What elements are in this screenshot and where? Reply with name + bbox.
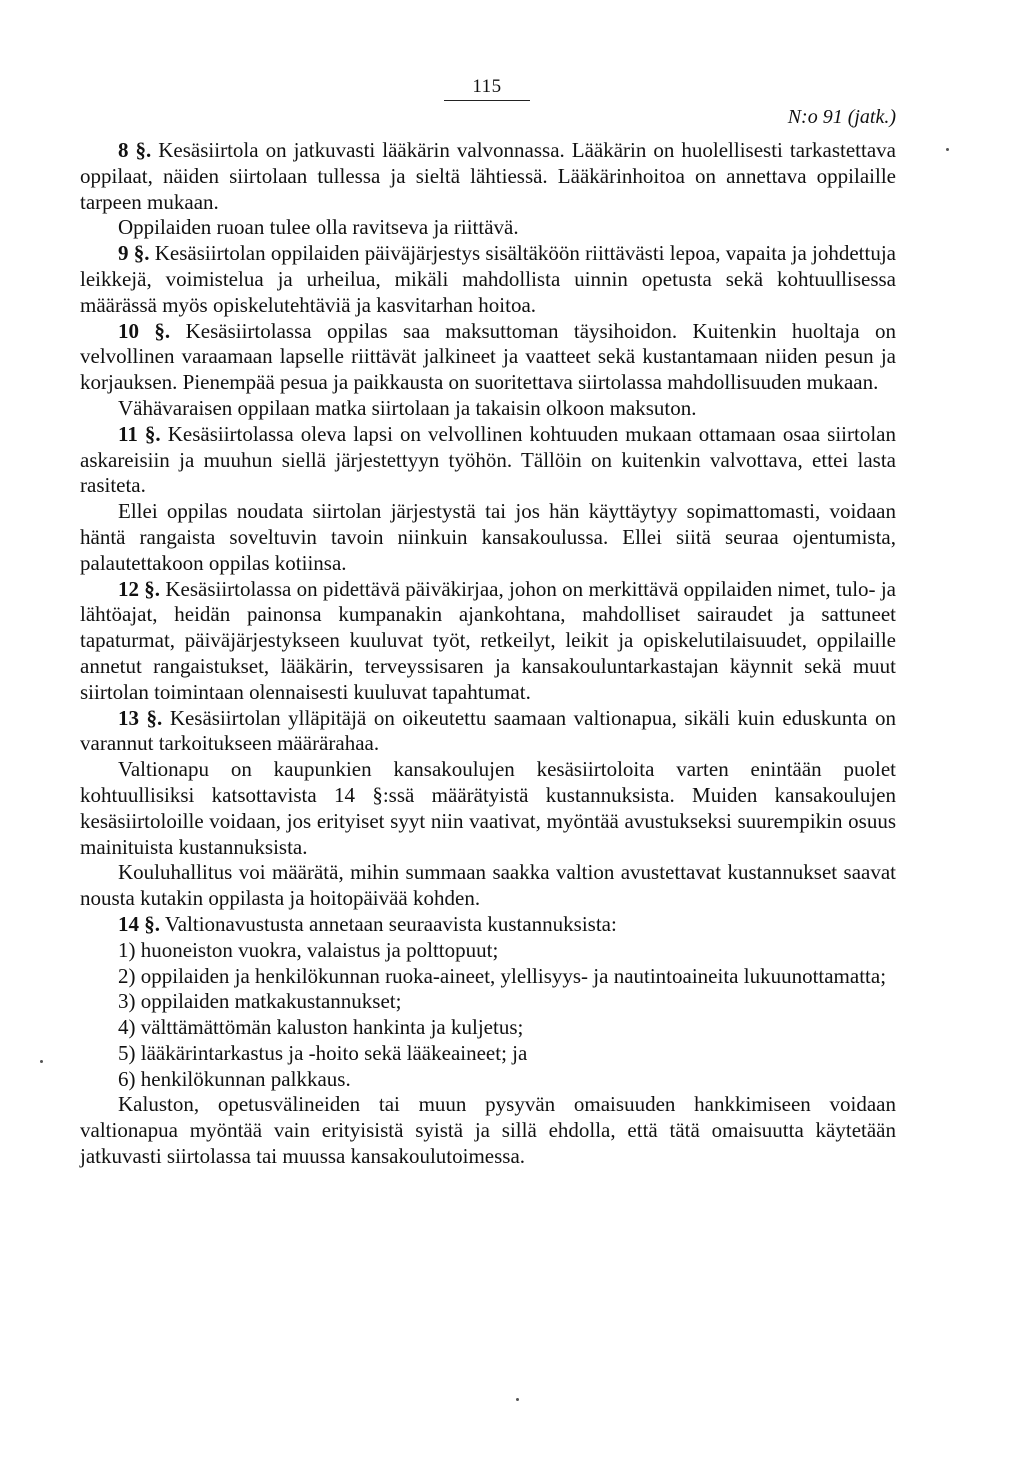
list-item [80,938,896,964]
list-item-text: 4) välttämättömän kaluston hankinta ja kuljetus; [118,1015,524,1040]
list-item-text: 1) huoneiston vuokra, valaistus ja polttopuut; [118,937,499,962]
paragraph-8 [80,138,896,215]
list-item-text: 3) oppilaiden matkakustannukset; [118,989,402,1014]
section-number: 11 §. [118,421,161,446]
paragraph-text: Kesäsiirtola on jatkuvasti lääkärin valvonnassa. Lääkärin on huolellisesti tarkastettava oppilaat, näiden siirtolaan tullessa ja sieltä lähtiessä. Lääkärinhoitoa on annettava oppilaille tarpeen mukaan. [80,138,896,214]
paragraph-12 [80,577,896,706]
paragraph-text: Kaluston, opetusvälineiden tai muun pysyvän omaisuuden hankkimiseen voidaan valtionapua myöntää vain erityisistä syistä ja sillä ehdolla, että tätä omaisuutta käytetään jatkuvasti siirtolassa tai muussa kansakoulutoimessa. [80,1092,896,1169]
list-item [80,1067,896,1093]
paragraph-text: Ellei oppilas noudata siirtolan järjestystä tai jos hän käyttäytyy sopimattomasti, voidaan häntä rangaista soveltuvin tavoin niinkuin kansakoulussa. Ellei siitä seuraa ojentumista, palautettakoon oppilas kotiinsa. [80,499,896,575]
body-text [80,138,896,1170]
scan-speck [946,148,949,151]
scan-speck [516,1398,519,1401]
paragraph-text: Valtionavustusta annetaan seuraavista kustannuksista: [160,911,617,936]
continuation-marker: N:o 91 (jatk.) [787,106,896,128]
section-number: 14 §. [118,911,160,936]
paragraph-10 [80,319,896,396]
paragraph-text: Kesäsiirtolassa oppilas saa maksuttoman täysihoidon. Kuitenkin huoltaja on velvollinen varaamaan lapselle riittävät jalkineet ja vaatteet sekä kustantamaan niiden pesun ja korjauksen. Pienempää pesua ja paikkausta on suoritettava siirtolassa mahdollisuuden mukaan. [80,318,896,395]
paragraph-text: Vähävaraisen oppilaan matka siirtolaan ja takaisin olkoon maksuton. [118,395,697,420]
paragraph-14-equipment [80,1092,896,1169]
paragraph-13 [80,706,896,758]
list-item-text: 6) henkilökunnan palkkaus. [118,1066,351,1091]
paragraph-text: Kesäsiirtolassa oleva lapsi on velvollinen kohtuuden mukaan ottamaan osaa siirtolan askareisiin ja muuhun siellä järjestettyyn työhön. Tällöin on kuitenkin valvottava, ettei lasta rasiteta. [80,421,897,498]
scan-speck [40,1060,43,1063]
page-number-rule [444,100,530,101]
paragraph-text: Oppilaiden ruoan tulee olla ravitseva ja riittävä. [118,215,519,240]
paragraph-9 [80,241,896,318]
paragraph-text: Kesäsiirtolan oppilaiden päiväjärjestys sisältäköön riittävästi lepoa, vapaita ja johdettuja leikkejä, voimistelua ja urheilua, mikäli mahdollista uinnin opetusta sekä kohtuullisessa määrässä myös opiskelutehtäviä ja kasvitarhan hoitoa. [80,241,896,317]
list-item [80,1015,896,1041]
section-number: 8 §. [118,138,152,162]
section-number: 9 §. [118,241,150,266]
paragraph-11 [80,422,896,499]
paragraph-13-amount [80,757,896,860]
list-item-text: 2) oppilaiden ja henkilökunnan ruoka-aineet, ylellisyys- ja nautintoaineita lukuunottamatta; [118,963,887,988]
paragraph-8-food [80,215,896,241]
section-number: 13 §. [118,705,163,730]
paragraph-text: Kouluhallitus voi määrätä, mihin summaan saakka valtion avustettavat kustannukset saavat nousta kutakin oppilasta ja hoitopäivää kohden. [80,860,896,911]
list-item-text: 5) lääkärintarkastus ja -hoito sekä lääkeaineet; ja [118,1040,528,1065]
section-number: 10 §. [118,318,171,343]
paragraph-13-limit [80,860,896,912]
paragraph-text: Valtionapu on kaupunkien kansakoulujen kesäsiirtoloita varten enintään puolet kohtuullisiksi katsottavista 14 §:ssä määrätyistä kustannuksista. Muiden kansakoulujen kesäsiirtoloille voidaan, jos erityiset syyt niin vaativat, myöntää avustukseksi suurempikin osuus mainituista kustannuksista. [80,757,896,859]
section-number: 12 §. [118,576,161,601]
paragraph-text: Kesäsiirtolan ylläpitäjä on oikeutettu saamaan valtionapua, sikäli kuin eduskunta on varannut tarkoitukseen määrärahaa. [80,705,896,756]
list-item [80,1041,896,1067]
paragraph-14 [80,912,896,938]
paragraph-10-travel [80,396,896,422]
paragraph-text: Kesäsiirtolassa on pidettävä päiväkirjaa, johon on merkittävä oppilaiden nimet, tulo- ja lähtöajat, heidän painonsa kumpanakin ajankohtana, mahdolliset sairaudet ja sattuneet tapaturmat, päiväjärjestykseen kuuluvat työt, retkeilyt, leikit ja opiskelutilaisuudet, oppilaille annetut rangaistukset, lääkärin, terveyssisaren ja kansakouluntarkastajan käynnit sekä muut siirtolan toimintaan olennaisesti kuuluvat tapahtumat. [80,576,897,704]
paragraph-11-discipline [80,499,896,576]
list-item [80,989,896,1015]
page-number: 115 [472,76,502,97]
list-item [80,964,896,990]
